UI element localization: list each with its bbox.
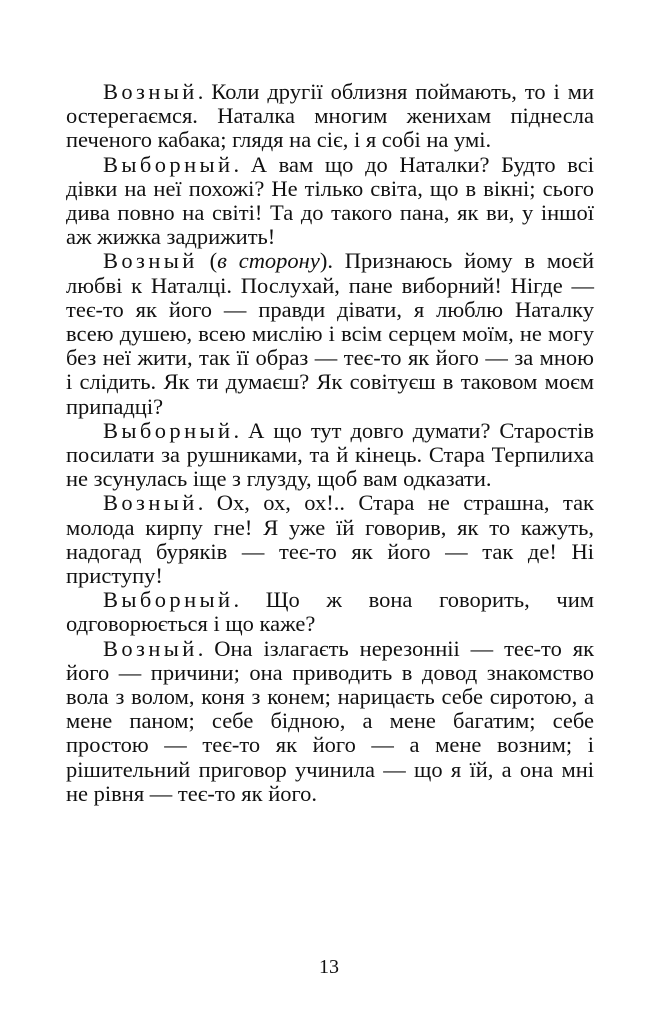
dialogue-text: . Ох, ох, ох!.. Стара не страшна, так молода кирпу гне! Я уже їй говорив, як то кажуть, надогад буряків — теє-то як його — так де! Ні приступу! [66, 490, 594, 589]
dialogue-paragraph [66, 419, 594, 492]
speaker-name: Возный [103, 248, 198, 274]
stage-direction: в сторону [217, 248, 320, 274]
dialogue-paragraph [66, 637, 594, 806]
dialogue-paragraph [66, 80, 594, 153]
dialogue-text: . А вам що до Наталки? Будто всі дівки на неї похожі? Не тілько світа, що в вікні; сього дива повно на світі! Та до такого пана, як ви, у іншої аж жижка задрижить! [66, 151, 594, 250]
speaker-name: Возный [103, 635, 198, 661]
dialogue-text: . Коли другії облизня поймають, то і ми остерегаємся. Наталка многим женихам піднесла печеного кабака; глядя на сіє, і я собі на умі. [66, 79, 594, 153]
dialogue-text: . Она ізлагаєть нерезонніі — теє-то як його — причини; она приводить в довод знакомство вола з волом, коня з конем; нарицаєть себе сиротою, а мене паном; себе бідною, а мене багатим; себе простою — теє-то як його — а мене возним; і рішительний приговор учинила — що я їй, а она мні не рівня — теє-то як його. [66, 635, 594, 806]
dialogue-paragraph [66, 153, 594, 250]
speaker-name: Выборный [103, 587, 234, 613]
speaker-name: Выборный [103, 417, 234, 443]
dialogue-paragraph [66, 491, 594, 588]
dialogue-text: ). Признаюсь йому в моєй любві к Наталці. Послухай, пане виборний! Нігде — теє-то як його — правди дівати, я люблю Наталку всею душею, всею мислію і всім серцем моїм, не могу без неї жити, так її образ — теє-то як його — за мною і слідить. Як ти думаєш? Як совітуєш в таковом моєм припадці? [66, 248, 594, 419]
dialogue-paragraph [66, 249, 594, 418]
dialogue-text: ( [197, 248, 218, 274]
speaker-name: Выборный [103, 151, 234, 177]
dialogue-text: . А що тут довго думати? Старостів посилати за рушниками, та й кінець. Стара Терпилиха не зсунулась іще з глузду, щоб вам одказати. [66, 417, 594, 492]
dialogue-paragraph [66, 588, 594, 636]
speaker-name: Возный [103, 79, 198, 104]
dialogue-text: . Що ж вона говорить, чим одговорюється і що каже? [66, 587, 594, 637]
speaker-name: Возный [103, 490, 198, 516]
page-body [66, 80, 594, 806]
page-number: 13 [319, 956, 339, 978]
